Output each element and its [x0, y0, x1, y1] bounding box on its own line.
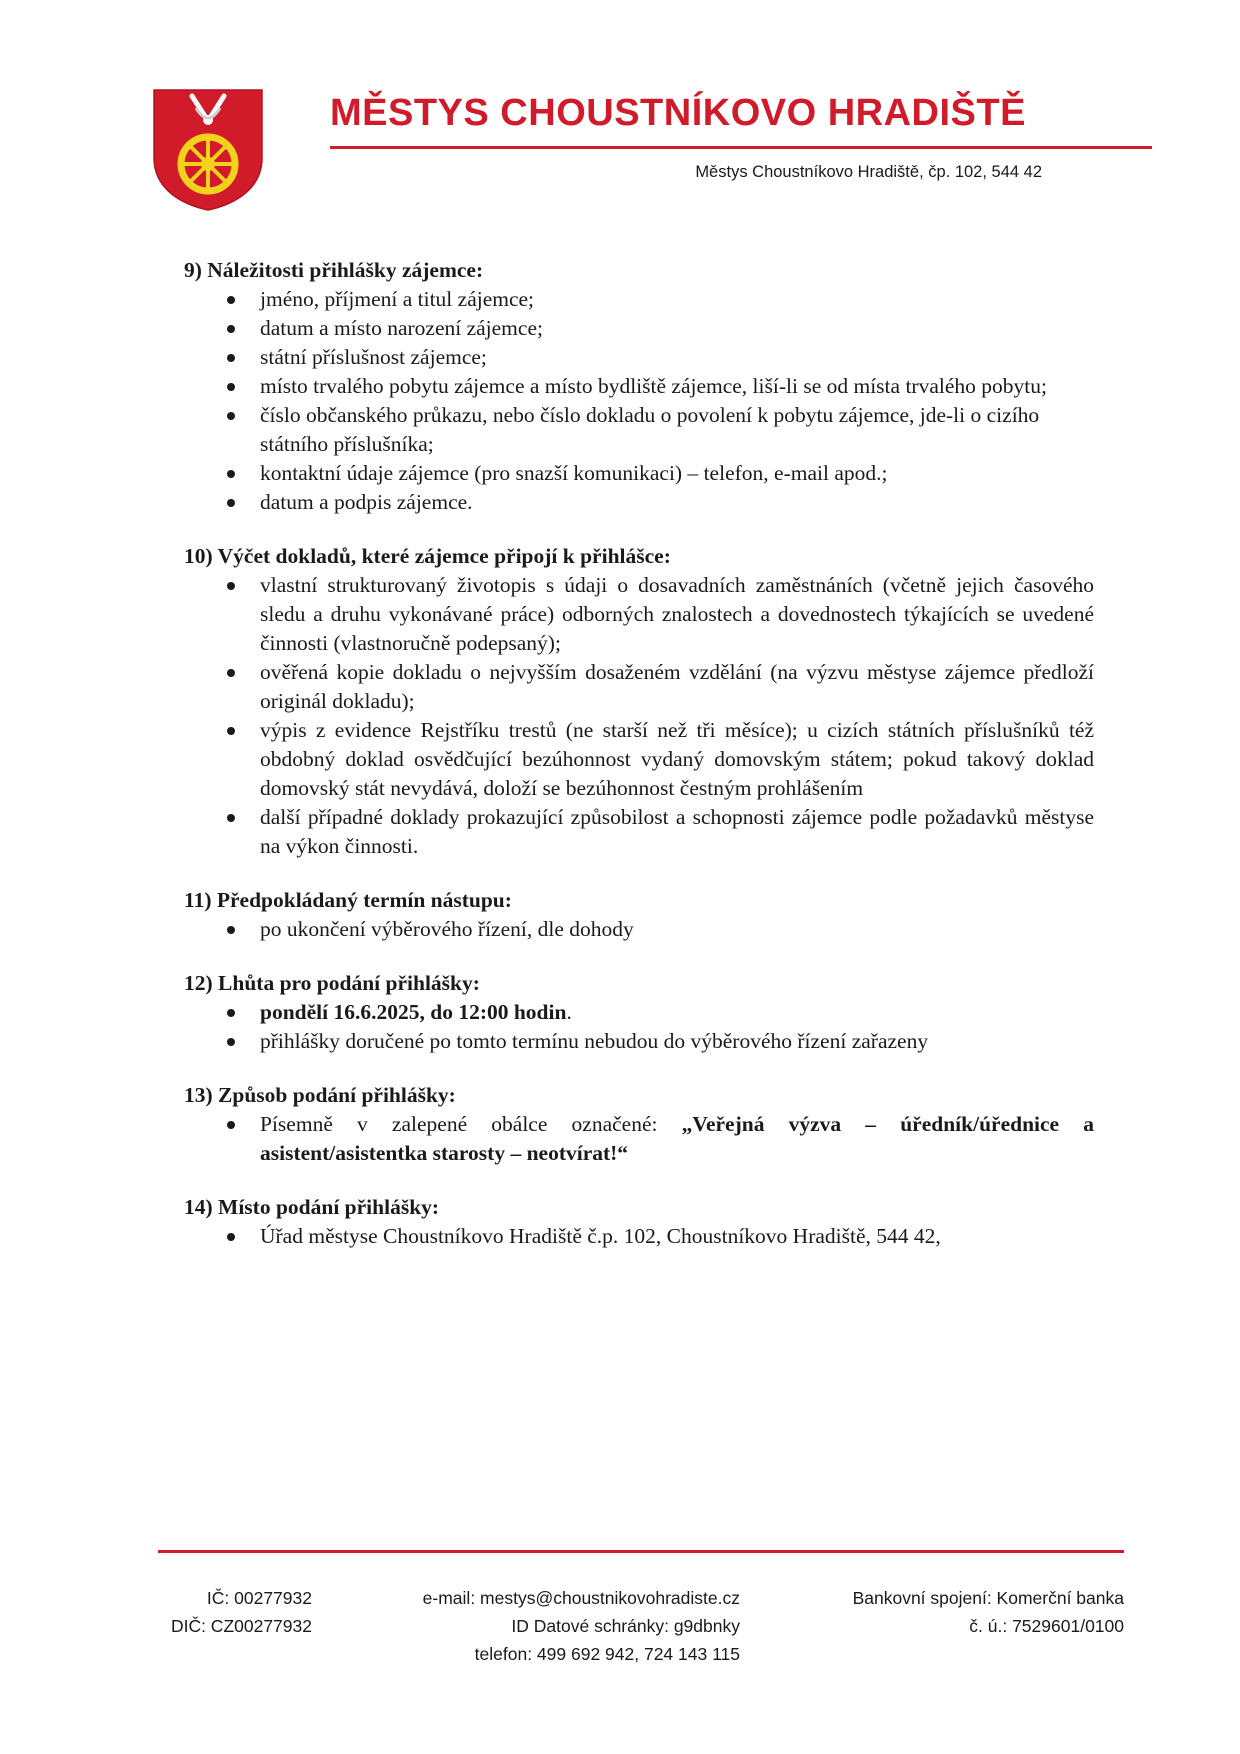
footer-dic: DIČ: CZ00277932 [170, 1616, 312, 1636]
town-title: MĚSTYS CHOUSTNÍKOVO HRADIŠTĚ [330, 92, 1026, 134]
footer-ids [158, 1584, 312, 1640]
section-applicant-requirements [184, 256, 1094, 517]
section-submission-place [184, 1193, 1094, 1251]
section-heading: 14) Místo podání přihlášky: [184, 1195, 440, 1219]
footer-email: e-mail: mestys@choustnikovohradiste.cz [422, 1588, 740, 1608]
list-item: další případné doklady prokazující způsobilost a schopnosti zájemce podle požadavků městyse na výkon činnosti. [184, 803, 1094, 861]
list-item: místo trvalého pobytu zájemce a místo bydliště zájemce, liší-li se od místa trvalého pobytu; [184, 372, 1094, 401]
submission-lead: Písemně v zalepené obálce označené: [260, 1112, 682, 1136]
list-item [184, 998, 1094, 1027]
footer-divider [158, 1550, 1124, 1553]
list-item: datum a podpis zájemce. [184, 488, 1094, 517]
section-heading: 12) Lhůta pro podání přihlášky: [184, 971, 480, 995]
requirements-list [184, 285, 1094, 517]
list-item: datum a místo narození zájemce; [184, 314, 1094, 343]
footer-bank-name: Bankovní spojení: Komerční banka [852, 1588, 1124, 1608]
section-start-date [184, 886, 1094, 944]
section-deadline [184, 969, 1094, 1056]
footer-contact [350, 1584, 740, 1668]
municipal-coat-of-arms-icon [152, 88, 264, 212]
section-heading: 10) Výčet dokladů, které zájemce připojí k přihlášce: [184, 544, 671, 568]
list-item: po ukončení výběrového řízení, dle dohody [184, 915, 1094, 944]
footer-data-box: ID Datové schránky: g9dbnky [511, 1616, 740, 1636]
submission-method-list [184, 1110, 1094, 1168]
list-item: přihlášky doručené po tomto termínu nebudou do výběrového řízení zařazeny [184, 1027, 1094, 1056]
section-heading: 13) Způsob podání přihlášky: [184, 1083, 456, 1107]
list-item: číslo občanského průkazu, nebo číslo dokladu o povolení k pobytu zájemce, jde-li o cizího státního příslušníka; [184, 401, 1094, 459]
section-heading: 9) Náležitosti přihlášky zájemce: [184, 258, 484, 282]
document-body [184, 256, 1094, 1276]
list-item: jméno, příjmení a titul zájemce; [184, 285, 1094, 314]
list-item: Úřad městyse Choustníkovo Hradiště č.p. 102, Choustníkovo Hradiště, 544 42, [184, 1222, 1094, 1251]
footer-bank [780, 1584, 1124, 1640]
town-address: Městys Choustníkovo Hradiště, čp. 102, 544 42 [695, 163, 1042, 181]
envelope-label: „Veřejná výzva – úředník/úřednice a asistent/asistentka starosty – neotvírat!“ [260, 1112, 1094, 1165]
list-item: kontaktní údaje zájemce (pro snazší komunikaci) – telefon, e-mail apod.; [184, 459, 1094, 488]
header-divider [330, 146, 1152, 149]
submission-place-list [184, 1222, 1094, 1251]
list-item: ověřená kopie dokladu o nejvyšším dosaženém vzdělání (na výzvu městyse zájemce předloží originál dokladu); [184, 658, 1094, 716]
footer-ic: IČ: 00277932 [206, 1588, 312, 1608]
deadline-list [184, 998, 1094, 1056]
list-item [184, 1110, 1094, 1168]
section-submission-method [184, 1081, 1094, 1168]
documents-list [184, 571, 1094, 861]
list-item: státní příslušnost zájemce; [184, 343, 1094, 372]
deadline-tail: . [566, 1000, 572, 1024]
start-date-list [184, 915, 1094, 944]
deadline-date: pondělí 16.6.2025, do 12:00 hodin [260, 1000, 567, 1024]
footer-account: č. ú.: 7529601/0100 [969, 1616, 1124, 1636]
list-item: vlastní strukturovaný životopis s údaji o dosavadních zaměstnáních (včetně jejich časového sledu a druhu vykonávané práce) odborných znalostech a dovednostech týkajících se uvedené činnosti (vlastnoručně podepsaný); [184, 571, 1094, 658]
footer-phone: telefon: 499 692 942, 724 143 115 [474, 1644, 740, 1664]
section-heading: 11) Předpokládaný termín nástupu: [184, 888, 512, 912]
section-required-documents [184, 542, 1094, 861]
list-item: výpis z evidence Rejstříku trestů (ne starší než tři měsíce); u cizích státních příslušníků též obdobný doklad osvědčující bezúhonnost vydaný domovským státem; pokud takový doklad domovský stát nevydává, doloží se bezúhonnost čestným prohlášením [184, 716, 1094, 803]
